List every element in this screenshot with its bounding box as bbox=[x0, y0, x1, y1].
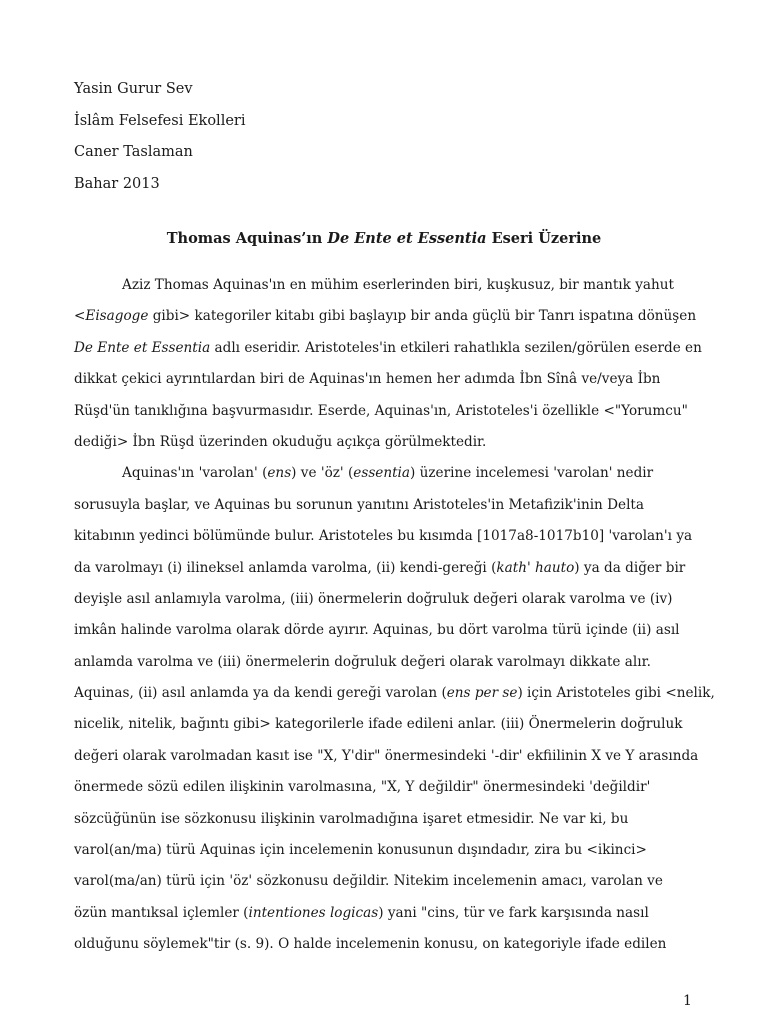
italic-term: ens bbox=[267, 465, 292, 482]
italic-term: De Ente et Essentia bbox=[74, 339, 211, 356]
italic-term: ens per se bbox=[446, 685, 518, 702]
text-line bbox=[74, 709, 700, 740]
text-segment: gibi> kategoriler kitabı gibi başlayıp bir anda güçlü bir Tanrı ispatına dönüşen bbox=[148, 308, 697, 325]
text-segment: özün mantıksal içlemler ( bbox=[74, 904, 249, 921]
title-part-2: Eseri Üzerine bbox=[486, 230, 602, 247]
text-segment: da varolmayı (i) ilineksel anlamda varolma, (ii) kendi-gereği ( bbox=[74, 559, 497, 576]
text-segment: Aquinas'ın 'varolan' ( bbox=[122, 465, 268, 482]
text-segment: anlamda varolma ve (iii) önermelerin doğruluk değeri olarak varolmayı dikkate alır. bbox=[74, 653, 651, 670]
text-line bbox=[74, 866, 700, 897]
text-line bbox=[74, 615, 700, 646]
text-segment: ) ya da diğer bir bbox=[574, 559, 686, 576]
text-line bbox=[74, 772, 700, 803]
text-line bbox=[74, 521, 700, 552]
text-line bbox=[74, 396, 700, 427]
text-line bbox=[74, 364, 700, 395]
document-header bbox=[74, 74, 245, 200]
text-segment: ) için Aristoteles gibi <nelik, bbox=[517, 685, 715, 702]
text-segment: adlı eseridir. Aristoteles'in etkileri rahatlıkla sezilen/görülen eserde en bbox=[210, 339, 702, 356]
text-line bbox=[74, 835, 700, 866]
course-name: İslâm Felsefesi Ekolleri bbox=[74, 112, 246, 129]
author-name: Yasin Gurur Sev bbox=[74, 81, 193, 97]
text-line bbox=[74, 301, 700, 332]
term: Bahar 2013 bbox=[74, 175, 160, 192]
text-segment: sözcüğünün ise sözkonusu ilişkinin varolmadığına işaret etmesidir. Ne var ki, bu bbox=[74, 810, 629, 827]
title-part-1: Thomas Aquinas’ın bbox=[166, 230, 328, 247]
text-segment: dediği> İbn Rüşd üzerinden okuduğu açıkça görülmektedir. bbox=[74, 433, 487, 450]
text-line bbox=[74, 741, 700, 772]
text-line bbox=[74, 458, 700, 489]
text-line bbox=[74, 270, 700, 301]
text-line bbox=[74, 584, 700, 615]
title-italic: De Ente et Essentia bbox=[327, 230, 487, 247]
text-line bbox=[74, 333, 700, 364]
text-segment: önermede sözü edilen ilişkinin varolmasına, "X, Y değildir" önermesindeki 'değildir' bbox=[74, 779, 651, 796]
text-line bbox=[74, 804, 700, 835]
text-segment: < bbox=[74, 308, 86, 325]
text-segment: olduğunu söylemek"tir (s. 9). O halde incelemenin konusu, on kategoriyle ifade edilen bbox=[74, 936, 667, 953]
text-segment: deyişle asıl anlamıyla varolma, (iii) önermelerin doğruluk değeri olarak varolma ve (iv) bbox=[74, 590, 673, 607]
text-segment: ) yani "cins, tür ve fark karşısında nasıl bbox=[378, 904, 649, 921]
text-segment: ) ve 'öz' ( bbox=[291, 465, 354, 482]
text-segment: varol(ma/an) türü için 'öz' sözkonusu değildir. Nitekim incelemenin amacı, varolan ve bbox=[74, 873, 663, 890]
text-line bbox=[74, 898, 700, 929]
document-body bbox=[74, 270, 715, 961]
instructor-name: Caner Taslaman bbox=[74, 144, 193, 160]
text-segment: ) üzerine incelemesi 'varolan' nedir bbox=[410, 465, 654, 482]
text-segment: dikkat çekici ayrıntılardan biri de Aquinas'ın hemen her adımda İbn Sînâ ve/veya İbn bbox=[74, 371, 661, 388]
text-segment: Rüşd'ün tanıklığına başvurmasıdır. Eserde, Aquinas'ın, Aristoteles'i özellikle <"Yorumcu" bbox=[74, 402, 688, 419]
text-segment: Aquinas, (ii) asıl anlamda ya da kendi gereği varolan ( bbox=[74, 685, 447, 702]
text-segment: sorusuyla başlar, ve Aquinas bu sorunun yanıtını Aristoteles'in Metafizik'inin Delta bbox=[74, 496, 644, 513]
text-line bbox=[74, 647, 700, 678]
document-title bbox=[0, 230, 768, 247]
page-number: 1 bbox=[683, 993, 692, 1009]
text-line bbox=[74, 553, 700, 584]
text-segment: kitabının yedinci bölümünde bulur. Aristoteles bu kısımda [1017a8-1017b10] 'varolan'ı ya bbox=[74, 528, 693, 545]
text-line bbox=[74, 490, 700, 521]
text-segment: Aziz Thomas Aquinas'ın en mühim eserlerinden biri, kuşkusuz, bir mantık yahut bbox=[122, 277, 674, 293]
italic-term: intentiones logicas bbox=[248, 904, 379, 921]
text-line bbox=[74, 678, 715, 709]
text-segment: imkân halinde varolma olarak dörde ayırır. Aquinas, bu dört varolma türü içinde (ii) asıl bbox=[74, 622, 680, 639]
text-segment: değeri olarak varolmadan kasıt ise "X, Y'dir" önermesindeki '-dir' ekfiilinin X ve Y arasında bbox=[74, 747, 699, 764]
italic-term: Eisagoge bbox=[85, 308, 149, 325]
italic-term: kath' hauto bbox=[496, 559, 575, 576]
text-segment: varol(an/ma) türü Aquinas için incelemenin konusunun dışındadır, zira bu <ikinci> bbox=[74, 842, 647, 859]
italic-term: essentia bbox=[353, 465, 411, 482]
text-line bbox=[74, 929, 700, 960]
text-line bbox=[74, 427, 700, 458]
text-segment: nicelik, nitelik, bağıntı gibi> kategorilerle ifade edileni anlar. (iii) Önermelerin doğruluk bbox=[74, 716, 683, 733]
